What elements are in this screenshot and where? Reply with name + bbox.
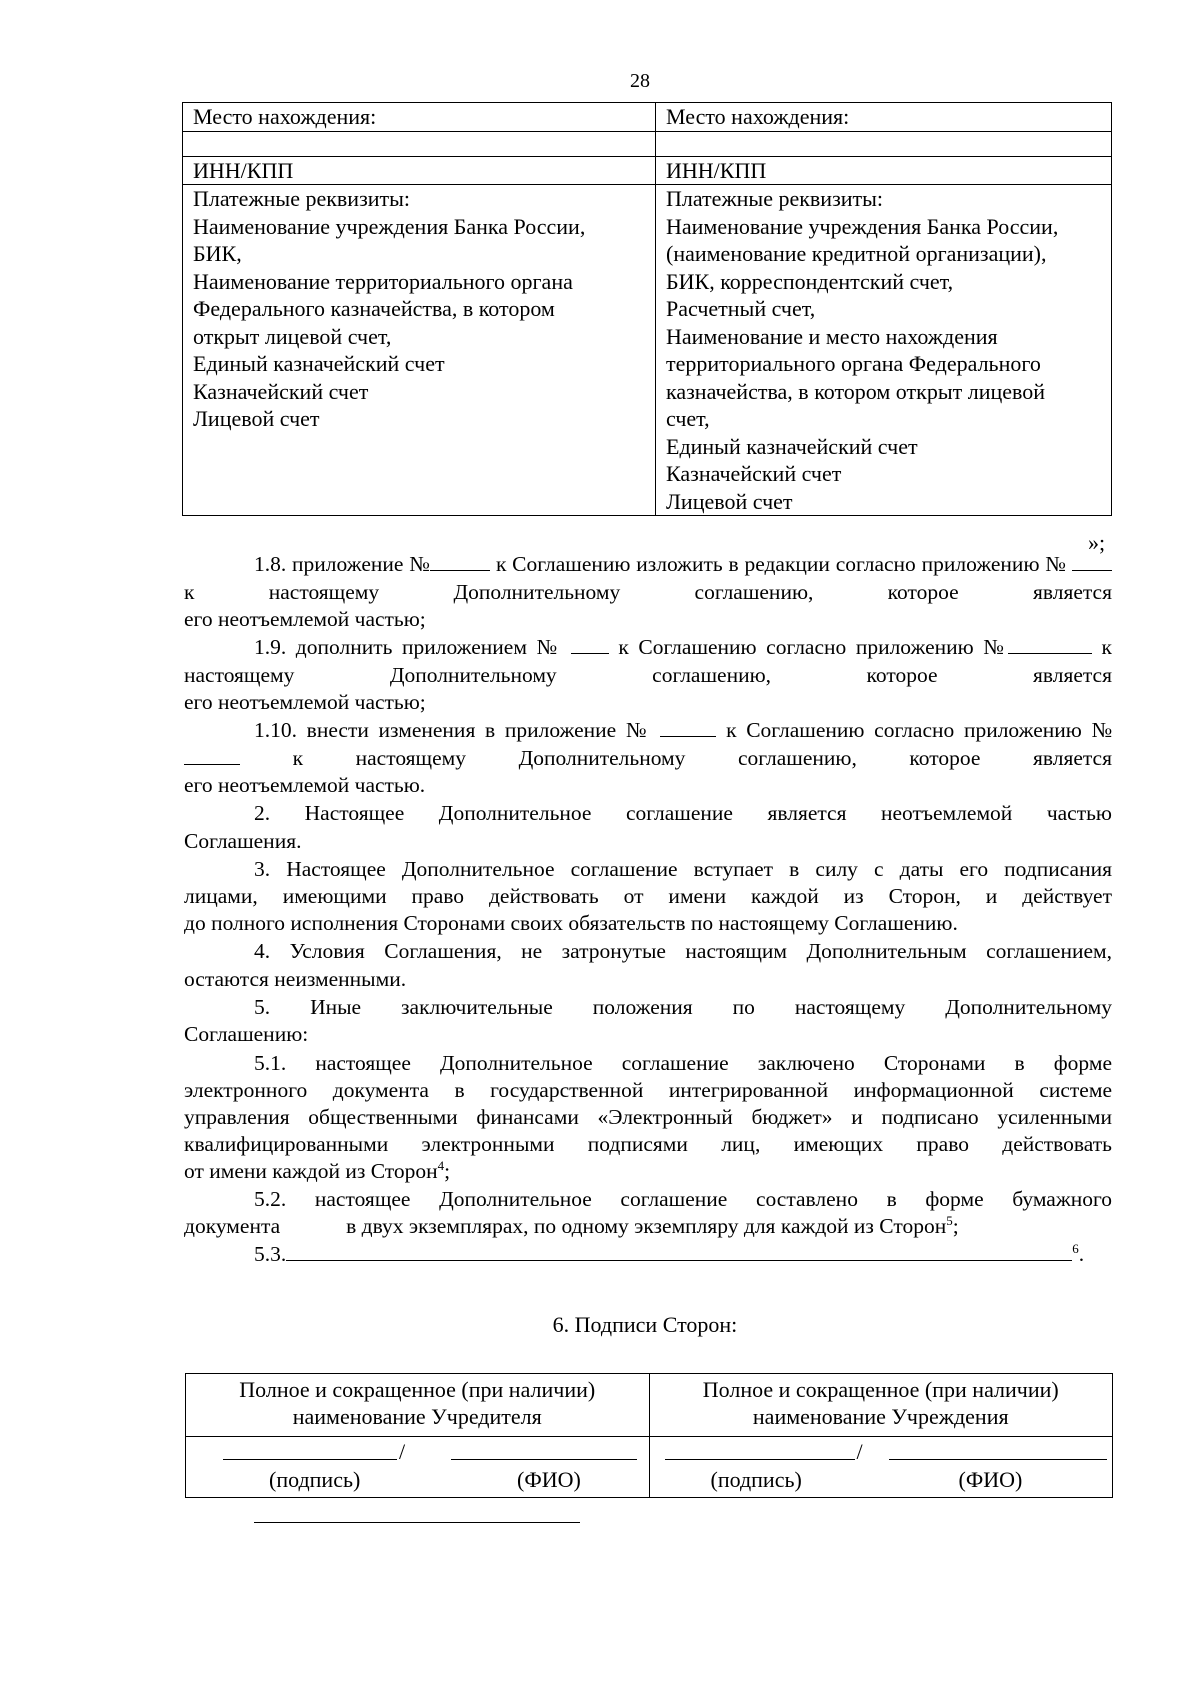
text: документа bbox=[184, 1214, 281, 1238]
name-caption: (ФИО) bbox=[958, 1467, 1023, 1492]
footnote-ref: 5 bbox=[946, 1212, 953, 1228]
left-requisites-cell bbox=[183, 185, 656, 516]
left-location-cell: Место нахождения: bbox=[183, 103, 656, 132]
text: ; bbox=[444, 1159, 451, 1183]
text: . bbox=[1078, 1242, 1085, 1266]
right-location-cell: Место нахождения: bbox=[656, 103, 1112, 132]
requisite-line: Лицевой счет bbox=[193, 406, 320, 431]
blank-field bbox=[1008, 635, 1092, 654]
paragraph-1-8 bbox=[184, 551, 1112, 606]
signatures-table bbox=[185, 1373, 1113, 1498]
requisite-line: Казначейский счет bbox=[193, 378, 369, 404]
paragraph-3-line2: лицами, имеющими право действовать от имени каждой из Сторон, и действует bbox=[184, 884, 1112, 908]
text: 1.10. внести изменения в приложение № bbox=[254, 718, 651, 742]
requisite-line: БИК, bbox=[193, 241, 242, 266]
founder-signature-cell bbox=[186, 1437, 650, 1498]
text: ; bbox=[952, 1214, 959, 1238]
text: 5.3. bbox=[254, 1242, 287, 1266]
signatures-title: 6. Подписи Сторон: bbox=[552, 1312, 738, 1337]
paragraph-5-1-line4: квалифицированными электронными подписями лиц, имеющих право действовать bbox=[184, 1132, 1112, 1156]
text: приложению № bbox=[963, 718, 1113, 742]
text: 1.9. дополнить приложением № bbox=[254, 635, 562, 659]
closing-quote: »; bbox=[1088, 530, 1106, 555]
signature-line bbox=[665, 1459, 855, 1460]
requisite-line: счет, bbox=[666, 406, 710, 431]
name-line bbox=[889, 1459, 1107, 1460]
requisite-line: Платежные реквизиты: bbox=[193, 186, 411, 211]
requisite-line: Единый казначейский счет bbox=[193, 351, 445, 376]
paragraph-2 bbox=[184, 800, 1112, 828]
paragraph-5-2 bbox=[184, 1186, 1112, 1214]
blank-field bbox=[430, 552, 490, 571]
name-caption: (ФИО) bbox=[517, 1467, 581, 1492]
institution-signature-cell bbox=[649, 1437, 1113, 1498]
left-inn-cell: ИНН/КПП bbox=[183, 156, 656, 185]
blank-field bbox=[660, 718, 716, 737]
paragraph-1-8-end: его неотъемлемой частью; bbox=[184, 607, 426, 631]
name-line bbox=[451, 1459, 637, 1460]
footnote-separator bbox=[254, 1522, 580, 1523]
requisite-line: Лицевой счет bbox=[666, 488, 793, 514]
right-requisites-cell bbox=[656, 185, 1112, 516]
requisite-line: казначейства, в котором открыт лицевой bbox=[666, 378, 1046, 404]
separator-slash: / bbox=[399, 1439, 406, 1464]
requisite-line: Платежные реквизиты: bbox=[666, 186, 884, 211]
text: 3. Настоящее Дополнительное соглашение вступает в силу с даты его подписания bbox=[254, 857, 1112, 881]
paragraph-5-3 bbox=[184, 1241, 1112, 1269]
text: к настоящему Дополнительному соглашению, которое является bbox=[184, 635, 1112, 687]
requisite-line: БИК, корреспондентский счет, bbox=[666, 268, 954, 294]
paragraph-5-1 bbox=[184, 1050, 1112, 1078]
paragraph-1-9-end: его неотъемлемой частью; bbox=[184, 690, 426, 714]
text: к настоящему Дополнительному соглашению, которое является bbox=[292, 745, 1112, 770]
founder-name-cell: Полное и сокращенное (при наличии) наименование Учредителя bbox=[186, 1374, 650, 1437]
blank-field bbox=[1072, 552, 1112, 571]
requisite-line: Наименование и место нахождения bbox=[666, 323, 998, 349]
requisite-line: Федерального казначейства, в котором bbox=[193, 296, 555, 321]
text: к Соглашению согласно bbox=[726, 718, 955, 742]
requisite-line: Казначейский счет bbox=[666, 461, 842, 486]
text: № bbox=[983, 635, 1008, 659]
text: к Соглашению изложить в редакции согласно bbox=[495, 552, 916, 576]
paragraph-5-end: Соглашению: bbox=[184, 1022, 309, 1046]
requisite-line: Наименование территориального органа bbox=[193, 268, 573, 294]
requisite-line: Наименование учреждения Банка России, bbox=[666, 213, 1059, 239]
paragraph-1-10-end: его неотъемлемой частью. bbox=[184, 773, 426, 797]
paragraph-5-2-end bbox=[184, 1213, 1112, 1241]
text: к настоящему Дополнительному соглашению, которое является bbox=[184, 579, 1112, 604]
paragraph-2-end: Соглашения. bbox=[184, 829, 302, 853]
requisite-line: открыт лицевой счет, bbox=[193, 323, 392, 349]
requisite-line: Единый казначейский счет bbox=[666, 433, 918, 459]
footnote-ref: 6 bbox=[1072, 1240, 1079, 1256]
signature-caption: (подпись) bbox=[269, 1467, 361, 1492]
blank-field bbox=[286, 1242, 1072, 1261]
requisite-line: Наименование учреждения Банка России, bbox=[193, 213, 586, 239]
left-empty-cell bbox=[183, 131, 656, 156]
requisite-line: территориального органа Федерального bbox=[666, 351, 1041, 376]
text: в двух экземплярах, по одному экземпляру для каждой из Сторон bbox=[346, 1214, 947, 1238]
paragraph-4 bbox=[184, 938, 1112, 966]
text: к Соглашению согласно приложению bbox=[618, 635, 974, 659]
requisite-line: Расчетный счет, bbox=[666, 296, 816, 321]
blank-field bbox=[571, 635, 609, 654]
paragraph-5-1-line2: электронного документа в государственной интегрированной информационной системе bbox=[184, 1078, 1112, 1102]
blank-field bbox=[184, 746, 240, 765]
signature-line bbox=[223, 1459, 397, 1460]
paragraph-5 bbox=[184, 994, 1112, 1022]
right-inn-cell: ИНН/КПП bbox=[656, 156, 1112, 185]
text: 2. Настоящее Дополнительное соглашение является неотъемлемой частью bbox=[254, 801, 1112, 825]
institution-name-cell: Полное и сокращенное (при наличии) наименование Учреждения bbox=[649, 1374, 1113, 1437]
text: 5.1. настоящее Дополнительное соглашение заключено Сторонами в форме bbox=[254, 1051, 1112, 1075]
paragraph-5-1-line3: управления общественными финансами «Электронный бюджет» и подписано усиленными bbox=[184, 1105, 1112, 1129]
paragraph-3-end: до полного исполнения Сторонами своих обязательств по настоящему Соглашению. bbox=[184, 911, 958, 935]
signature-caption: (подпись) bbox=[710, 1467, 802, 1492]
paragraph-1-10 bbox=[184, 717, 1112, 772]
requisite-line: (наименование кредитной организации), bbox=[666, 241, 1047, 266]
party-details-table bbox=[182, 102, 1112, 516]
footnote-ref: 4 bbox=[437, 1157, 445, 1173]
paragraph-5-1-end bbox=[184, 1158, 1112, 1186]
text: приложению № bbox=[921, 552, 1067, 576]
paragraph-4-end: остаются неизменными. bbox=[184, 967, 407, 991]
page-number: 28 bbox=[630, 70, 650, 92]
text: 5.2. настоящее Дополнительное соглашение составлено в форме бумажного bbox=[254, 1187, 1112, 1211]
right-empty-cell bbox=[656, 131, 1112, 156]
text: 5. Иные заключительные положения по настоящему Дополнительному bbox=[254, 995, 1112, 1019]
separator-slash: / bbox=[856, 1439, 863, 1464]
text: 1.8. приложение № bbox=[254, 552, 431, 576]
paragraph-1-9 bbox=[184, 634, 1112, 689]
text: 4. Условия Соглашения, не затронутые настоящим Дополнительным соглашением, bbox=[254, 939, 1112, 963]
text: от имени каждой из Сторон bbox=[184, 1159, 438, 1183]
paragraph-3 bbox=[184, 856, 1112, 884]
